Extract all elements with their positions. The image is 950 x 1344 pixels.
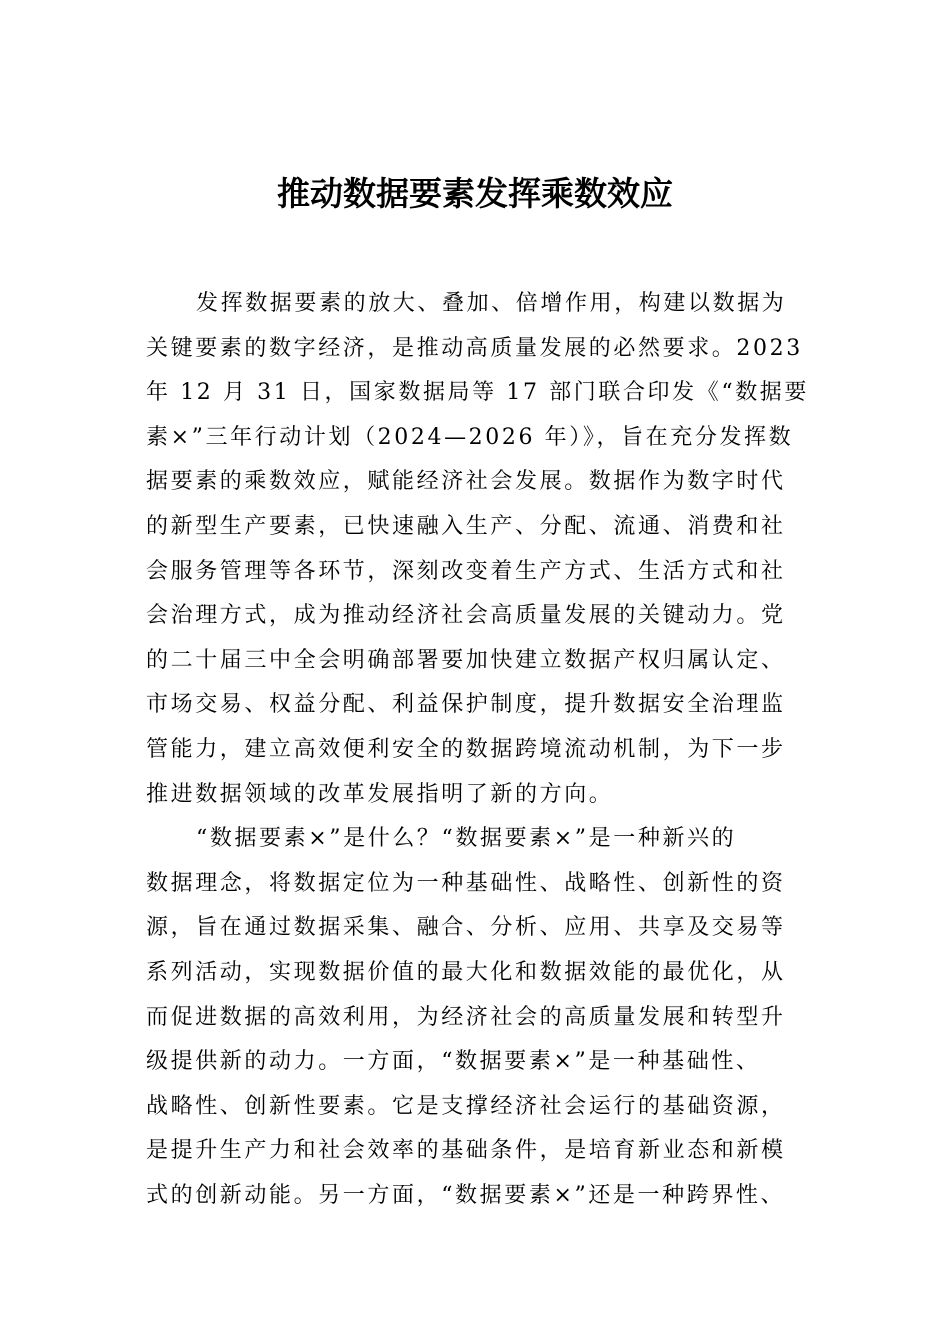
text-line: 市场交易、权益分配、利益保护制度，提升数据安全治理监 [146,692,786,718]
paragraph-2 [146,817,836,1218]
text-line: 推进数据领域的改革发展指明了新的方向。 [146,781,614,807]
text-line: 源，旨在通过数据采集、融合、分析、应用、共享及交易等 [146,915,786,941]
text-line: 级提供新的动力。一方面，“数据要素×”是一种基础性、 [146,1049,761,1075]
document-body [146,282,836,1218]
text-line: 数据理念，将数据定位为一种基础性、战略性、创新性的资 [146,870,786,896]
text-line: 据要素的乘数效应，赋能经济社会发展。数据作为数字时代 [146,469,786,495]
text-line: 而促进数据的高效利用，为经济社会的高质量发展和转型升 [146,1004,786,1030]
text-line: 管能力，建立高效便利安全的数据跨境流动机制，为下一步 [146,736,786,762]
text-line: 关键要素的数字经济，是推动高质量发展的必然要求。2023 [146,335,803,361]
text-line: 的二十届三中全会明确部署要加快建立数据产权归属认定、 [146,647,786,673]
text-line: 发挥数据要素的放大、叠加、倍增作用，构建以数据为 [196,291,787,316]
text-line: 年 12 月 31 日，国家数据局等 17 部门联合印发《“数据要 [146,380,809,406]
text-line: 是提升生产力和社会效率的基础条件，是培育新业态和新模 [146,1138,786,1164]
text-line: 式的创新动能。另一方面，“数据要素×”还是一种跨界性、 [146,1182,786,1208]
text-line: “数据要素×”是什么？“数据要素×”是一种新兴的 [196,826,737,852]
paragraph-1 [146,282,836,817]
text-line: 会服务管理等各环节，深刻改变着生产方式、生活方式和社 [146,558,786,584]
text-line: 会治理方式，成为推动经济社会高质量发展的关键动力。党 [146,603,786,629]
text-line: 战略性、创新性要素。它是支撑经济社会运行的基础资源， [146,1093,786,1119]
text-line: 系列活动，实现数据价值的最大化和数据效能的最优化，从 [146,959,786,985]
text-line: 的新型生产要素，已快速融入生产、分配、流通、消费和社 [146,513,786,539]
text-line: 素×”三年行动计划（2024—2026 年）》，旨在充分发挥数 [146,424,794,450]
document-title: 推动数据要素发挥乘数效应 [277,174,673,213]
